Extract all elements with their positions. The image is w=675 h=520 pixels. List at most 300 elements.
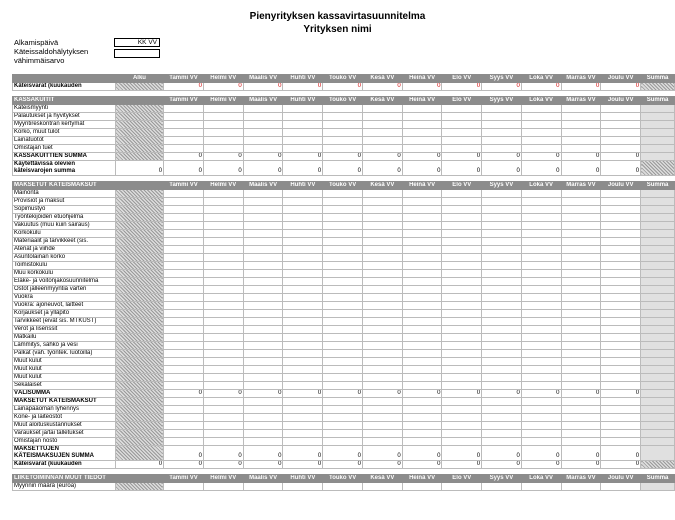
month-cell[interactable]: [323, 382, 363, 390]
month-cell[interactable]: [442, 342, 482, 350]
month-cell[interactable]: [203, 406, 243, 414]
month-cell[interactable]: [363, 438, 403, 446]
month-cell[interactable]: [521, 238, 561, 246]
month-cell[interactable]: [243, 310, 283, 318]
month-cell[interactable]: [561, 278, 601, 286]
month-cell[interactable]: [363, 310, 403, 318]
month-cell[interactable]: [402, 121, 442, 129]
month-cell[interactable]: [363, 382, 403, 390]
month-cell[interactable]: [482, 483, 522, 491]
month-cell[interactable]: [601, 214, 641, 222]
month-cell[interactable]: [363, 326, 403, 334]
month-cell[interactable]: [482, 238, 522, 246]
month-cell[interactable]: [203, 214, 243, 222]
month-cell[interactable]: [164, 137, 204, 145]
month-cell[interactable]: [164, 270, 204, 278]
month-cell[interactable]: [203, 374, 243, 382]
month-cell[interactable]: [482, 145, 522, 153]
month-cell[interactable]: [164, 318, 204, 326]
month-cell[interactable]: [164, 278, 204, 286]
min-cash-input[interactable]: [114, 49, 160, 58]
month-cell[interactable]: [601, 430, 641, 438]
month-cell[interactable]: [363, 262, 403, 270]
month-cell[interactable]: [243, 262, 283, 270]
month-cell[interactable]: [164, 294, 204, 302]
month-cell[interactable]: [363, 318, 403, 326]
month-cell[interactable]: [521, 382, 561, 390]
month-cell[interactable]: [323, 326, 363, 334]
month-cell[interactable]: [561, 137, 601, 145]
month-cell[interactable]: [363, 113, 403, 121]
month-cell[interactable]: [521, 214, 561, 222]
month-cell[interactable]: [482, 230, 522, 238]
month-cell[interactable]: [561, 334, 601, 342]
month-cell[interactable]: [323, 129, 363, 137]
month-cell[interactable]: [521, 278, 561, 286]
month-cell[interactable]: [561, 483, 601, 491]
month-cell[interactable]: [164, 121, 204, 129]
month-cell[interactable]: [601, 254, 641, 262]
month-cell[interactable]: [521, 137, 561, 145]
month-cell[interactable]: [283, 113, 323, 121]
month-cell[interactable]: [203, 326, 243, 334]
month-cell[interactable]: [402, 294, 442, 302]
month-cell[interactable]: [521, 190, 561, 198]
month-cell[interactable]: [482, 214, 522, 222]
month-cell[interactable]: [601, 483, 641, 491]
month-cell[interactable]: [164, 358, 204, 366]
month-cell[interactable]: [164, 113, 204, 121]
month-cell[interactable]: [482, 318, 522, 326]
month-cell[interactable]: [243, 190, 283, 198]
month-cell[interactable]: [323, 113, 363, 121]
month-cell[interactable]: [203, 137, 243, 145]
month-cell[interactable]: [323, 310, 363, 318]
month-cell[interactable]: [601, 382, 641, 390]
month-cell[interactable]: [323, 350, 363, 358]
month-cell[interactable]: [442, 206, 482, 214]
month-cell[interactable]: [203, 310, 243, 318]
month-cell[interactable]: [442, 414, 482, 422]
month-cell[interactable]: [283, 350, 323, 358]
month-cell[interactable]: [402, 278, 442, 286]
month-cell[interactable]: [561, 294, 601, 302]
month-cell[interactable]: [482, 334, 522, 342]
month-cell[interactable]: [402, 334, 442, 342]
month-cell[interactable]: [521, 430, 561, 438]
month-cell[interactable]: [203, 145, 243, 153]
month-cell[interactable]: [561, 326, 601, 334]
month-cell[interactable]: [203, 358, 243, 366]
month-cell[interactable]: [402, 113, 442, 121]
month-cell[interactable]: [363, 238, 403, 246]
month-cell[interactable]: [283, 310, 323, 318]
month-cell[interactable]: [323, 430, 363, 438]
month-cell[interactable]: [164, 302, 204, 310]
month-cell[interactable]: [442, 350, 482, 358]
month-cell[interactable]: [363, 190, 403, 198]
month-cell[interactable]: [164, 246, 204, 254]
month-cell[interactable]: [363, 302, 403, 310]
month-cell[interactable]: [363, 105, 403, 113]
month-cell[interactable]: [323, 278, 363, 286]
month-cell[interactable]: [243, 382, 283, 390]
month-cell[interactable]: [323, 105, 363, 113]
month-cell[interactable]: [561, 105, 601, 113]
month-cell[interactable]: [283, 430, 323, 438]
month-cell[interactable]: [243, 334, 283, 342]
month-cell[interactable]: [521, 374, 561, 382]
month-cell[interactable]: [561, 145, 601, 153]
month-cell[interactable]: [164, 430, 204, 438]
month-cell[interactable]: [482, 121, 522, 129]
month-cell[interactable]: [521, 302, 561, 310]
month-cell[interactable]: [283, 198, 323, 206]
month-cell[interactable]: [243, 414, 283, 422]
month-cell[interactable]: [323, 294, 363, 302]
month-cell[interactable]: [203, 254, 243, 262]
month-cell[interactable]: [363, 483, 403, 491]
month-cell[interactable]: [243, 105, 283, 113]
month-cell[interactable]: [601, 270, 641, 278]
month-cell[interactable]: [482, 382, 522, 390]
month-cell[interactable]: [283, 366, 323, 374]
month-cell[interactable]: [601, 310, 641, 318]
month-cell[interactable]: [243, 278, 283, 286]
month-cell[interactable]: [323, 206, 363, 214]
month-cell[interactable]: [521, 326, 561, 334]
month-cell[interactable]: [482, 358, 522, 366]
month-cell[interactable]: [482, 270, 522, 278]
month-cell[interactable]: [482, 198, 522, 206]
month-cell[interactable]: [601, 294, 641, 302]
month-cell[interactable]: [402, 206, 442, 214]
month-cell[interactable]: [283, 286, 323, 294]
month-cell[interactable]: [561, 414, 601, 422]
month-cell[interactable]: [482, 342, 522, 350]
month-cell[interactable]: [482, 286, 522, 294]
month-cell[interactable]: [203, 334, 243, 342]
month-cell[interactable]: [283, 222, 323, 230]
month-cell[interactable]: [363, 278, 403, 286]
month-cell[interactable]: [164, 342, 204, 350]
month-cell[interactable]: [442, 422, 482, 430]
month-cell[interactable]: [164, 145, 204, 153]
month-cell[interactable]: [402, 262, 442, 270]
month-cell[interactable]: [442, 198, 482, 206]
month-cell[interactable]: [482, 366, 522, 374]
month-cell[interactable]: [243, 342, 283, 350]
month-cell[interactable]: [243, 366, 283, 374]
month-cell[interactable]: [402, 238, 442, 246]
month-cell[interactable]: [203, 350, 243, 358]
month-cell[interactable]: [601, 358, 641, 366]
month-cell[interactable]: [601, 414, 641, 422]
month-cell[interactable]: [482, 190, 522, 198]
month-cell[interactable]: [442, 318, 482, 326]
month-cell[interactable]: [363, 374, 403, 382]
month-cell[interactable]: [323, 190, 363, 198]
month-cell[interactable]: [243, 121, 283, 129]
month-cell[interactable]: [283, 438, 323, 446]
month-cell[interactable]: [203, 190, 243, 198]
month-cell[interactable]: [482, 430, 522, 438]
month-cell[interactable]: [601, 318, 641, 326]
month-cell[interactable]: [601, 422, 641, 430]
month-cell[interactable]: [402, 310, 442, 318]
month-cell[interactable]: [442, 302, 482, 310]
month-cell[interactable]: [482, 310, 522, 318]
month-cell[interactable]: [561, 430, 601, 438]
month-cell[interactable]: [442, 406, 482, 414]
month-cell[interactable]: [402, 222, 442, 230]
month-cell[interactable]: [561, 406, 601, 414]
month-cell[interactable]: [164, 206, 204, 214]
month-cell[interactable]: [243, 302, 283, 310]
month-cell[interactable]: [164, 254, 204, 262]
month-cell[interactable]: [243, 430, 283, 438]
month-cell[interactable]: [601, 406, 641, 414]
month-cell[interactable]: [164, 334, 204, 342]
month-cell[interactable]: [482, 262, 522, 270]
month-cell[interactable]: [323, 137, 363, 145]
month-cell[interactable]: [402, 430, 442, 438]
month-cell[interactable]: [402, 374, 442, 382]
month-cell[interactable]: [442, 121, 482, 129]
month-cell[interactable]: [283, 206, 323, 214]
month-cell[interactable]: [402, 414, 442, 422]
month-cell[interactable]: [442, 145, 482, 153]
month-cell[interactable]: [601, 105, 641, 113]
month-cell[interactable]: [521, 121, 561, 129]
month-cell[interactable]: [283, 294, 323, 302]
month-cell[interactable]: [521, 113, 561, 121]
month-cell[interactable]: [283, 137, 323, 145]
month-cell[interactable]: [521, 350, 561, 358]
month-cell[interactable]: [283, 483, 323, 491]
month-cell[interactable]: [323, 406, 363, 414]
month-cell[interactable]: [402, 145, 442, 153]
month-cell[interactable]: [323, 246, 363, 254]
month-cell[interactable]: [561, 246, 601, 254]
month-cell[interactable]: [243, 326, 283, 334]
month-cell[interactable]: [521, 366, 561, 374]
month-cell[interactable]: [561, 190, 601, 198]
month-cell[interactable]: [243, 270, 283, 278]
month-cell[interactable]: [561, 238, 601, 246]
month-cell[interactable]: [243, 238, 283, 246]
month-cell[interactable]: [363, 334, 403, 342]
month-cell[interactable]: [402, 246, 442, 254]
month-cell[interactable]: [283, 374, 323, 382]
month-cell[interactable]: [283, 190, 323, 198]
month-cell[interactable]: [402, 198, 442, 206]
month-cell[interactable]: [521, 246, 561, 254]
month-cell[interactable]: [164, 422, 204, 430]
month-cell[interactable]: [561, 121, 601, 129]
month-cell[interactable]: [402, 190, 442, 198]
month-cell[interactable]: [323, 334, 363, 342]
month-cell[interactable]: [482, 302, 522, 310]
month-cell[interactable]: [363, 430, 403, 438]
month-cell[interactable]: [243, 145, 283, 153]
month-cell[interactable]: [203, 206, 243, 214]
month-cell[interactable]: [164, 105, 204, 113]
month-cell[interactable]: [601, 286, 641, 294]
month-cell[interactable]: [283, 318, 323, 326]
month-cell[interactable]: [363, 286, 403, 294]
month-cell[interactable]: [561, 286, 601, 294]
month-cell[interactable]: [323, 358, 363, 366]
month-cell[interactable]: [283, 334, 323, 342]
month-cell[interactable]: [402, 382, 442, 390]
month-cell[interactable]: [243, 254, 283, 262]
month-cell[interactable]: [402, 270, 442, 278]
month-cell[interactable]: [442, 270, 482, 278]
month-cell[interactable]: [283, 121, 323, 129]
month-cell[interactable]: [601, 334, 641, 342]
month-cell[interactable]: [363, 198, 403, 206]
month-cell[interactable]: [363, 121, 403, 129]
month-cell[interactable]: [521, 198, 561, 206]
month-cell[interactable]: [203, 414, 243, 422]
month-cell[interactable]: [521, 406, 561, 414]
month-cell[interactable]: [601, 262, 641, 270]
month-cell[interactable]: [521, 262, 561, 270]
month-cell[interactable]: [283, 414, 323, 422]
month-cell[interactable]: [601, 145, 641, 153]
month-cell[interactable]: [442, 137, 482, 145]
month-cell[interactable]: [402, 105, 442, 113]
month-cell[interactable]: [164, 190, 204, 198]
month-cell[interactable]: [203, 302, 243, 310]
month-cell[interactable]: [164, 286, 204, 294]
month-cell[interactable]: [323, 422, 363, 430]
month-cell[interactable]: [402, 366, 442, 374]
month-cell[interactable]: [283, 254, 323, 262]
month-cell[interactable]: [164, 238, 204, 246]
month-cell[interactable]: [442, 246, 482, 254]
month-cell[interactable]: [521, 310, 561, 318]
month-cell[interactable]: [601, 137, 641, 145]
month-cell[interactable]: [561, 262, 601, 270]
month-cell[interactable]: [561, 342, 601, 350]
month-cell[interactable]: [601, 438, 641, 446]
month-cell[interactable]: [442, 230, 482, 238]
month-cell[interactable]: [363, 254, 403, 262]
month-cell[interactable]: [323, 414, 363, 422]
month-cell[interactable]: [601, 374, 641, 382]
month-cell[interactable]: [323, 254, 363, 262]
month-cell[interactable]: [243, 137, 283, 145]
month-cell[interactable]: [243, 113, 283, 121]
month-cell[interactable]: [601, 302, 641, 310]
month-cell[interactable]: [164, 129, 204, 137]
month-cell[interactable]: [442, 294, 482, 302]
month-cell[interactable]: [203, 238, 243, 246]
month-cell[interactable]: [363, 414, 403, 422]
month-cell[interactable]: [164, 222, 204, 230]
month-cell[interactable]: [243, 206, 283, 214]
month-cell[interactable]: [363, 358, 403, 366]
month-cell[interactable]: [402, 286, 442, 294]
month-cell[interactable]: [561, 366, 601, 374]
month-cell[interactable]: [482, 222, 522, 230]
month-cell[interactable]: [203, 278, 243, 286]
month-cell[interactable]: [561, 310, 601, 318]
month-cell[interactable]: [521, 438, 561, 446]
month-cell[interactable]: [203, 483, 243, 491]
month-cell[interactable]: [601, 198, 641, 206]
month-cell[interactable]: [363, 294, 403, 302]
month-cell[interactable]: [601, 129, 641, 137]
month-cell[interactable]: [164, 406, 204, 414]
month-cell[interactable]: [402, 254, 442, 262]
month-cell[interactable]: [363, 270, 403, 278]
month-cell[interactable]: [164, 350, 204, 358]
month-cell[interactable]: [442, 334, 482, 342]
month-cell[interactable]: [442, 483, 482, 491]
month-cell[interactable]: [521, 206, 561, 214]
month-cell[interactable]: [442, 430, 482, 438]
month-cell[interactable]: [601, 366, 641, 374]
month-cell[interactable]: [283, 326, 323, 334]
month-cell[interactable]: [363, 230, 403, 238]
month-cell[interactable]: [323, 270, 363, 278]
month-cell[interactable]: [402, 318, 442, 326]
month-cell[interactable]: [363, 206, 403, 214]
month-cell[interactable]: [243, 422, 283, 430]
month-cell[interactable]: [203, 246, 243, 254]
month-cell[interactable]: [203, 382, 243, 390]
month-cell[interactable]: [521, 254, 561, 262]
month-cell[interactable]: [521, 105, 561, 113]
month-cell[interactable]: [482, 414, 522, 422]
month-cell[interactable]: [521, 318, 561, 326]
month-cell[interactable]: [402, 137, 442, 145]
month-cell[interactable]: [442, 286, 482, 294]
month-cell[interactable]: [243, 198, 283, 206]
month-cell[interactable]: [521, 414, 561, 422]
month-cell[interactable]: [283, 382, 323, 390]
month-cell[interactable]: [164, 382, 204, 390]
month-cell[interactable]: [521, 222, 561, 230]
month-cell[interactable]: [164, 326, 204, 334]
month-cell[interactable]: [283, 129, 323, 137]
month-cell[interactable]: [203, 262, 243, 270]
month-cell[interactable]: [203, 318, 243, 326]
month-cell[interactable]: [402, 483, 442, 491]
month-cell[interactable]: [283, 422, 323, 430]
month-cell[interactable]: [402, 326, 442, 334]
month-cell[interactable]: [323, 121, 363, 129]
month-cell[interactable]: [243, 129, 283, 137]
month-cell[interactable]: [442, 113, 482, 121]
month-cell[interactable]: [482, 246, 522, 254]
month-cell[interactable]: [561, 350, 601, 358]
month-cell[interactable]: [521, 334, 561, 342]
month-cell[interactable]: [243, 358, 283, 366]
month-cell[interactable]: [402, 406, 442, 414]
month-cell[interactable]: [442, 254, 482, 262]
month-cell[interactable]: [561, 214, 601, 222]
month-cell[interactable]: [243, 374, 283, 382]
month-cell[interactable]: [203, 438, 243, 446]
month-cell[interactable]: [323, 483, 363, 491]
month-cell[interactable]: [561, 206, 601, 214]
month-cell[interactable]: [482, 406, 522, 414]
month-cell[interactable]: [482, 105, 522, 113]
